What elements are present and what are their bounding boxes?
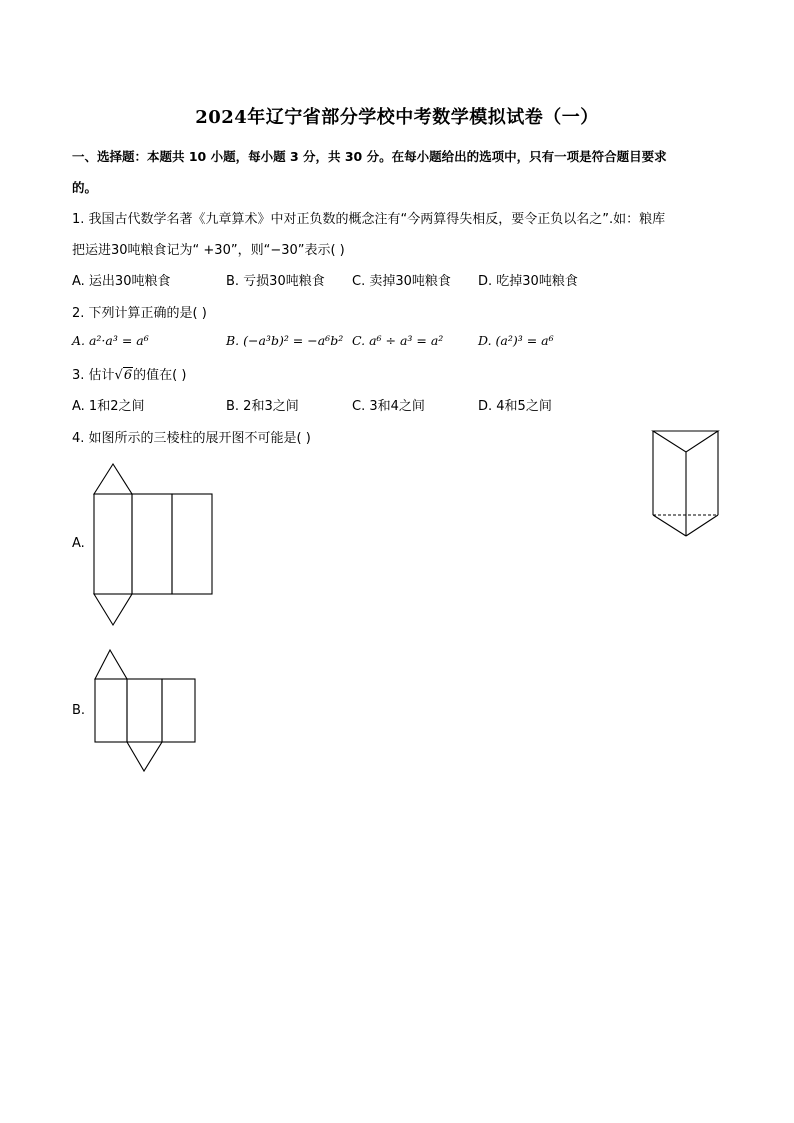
q3-stem-prefix: 3. 估计	[72, 368, 115, 383]
q1-option-d[interactable]: D. 吃掉30吨粮食	[478, 274, 578, 289]
q2-option-b[interactable]: B. (−a³b)² = −a⁶b²	[226, 333, 344, 348]
q3-option-d[interactable]: D. 4和5之间	[478, 399, 552, 414]
q4-option-b-net[interactable]	[92, 648, 200, 774]
q3-stem-suffix: 的值在( )	[133, 368, 187, 383]
q4-stem: 4. 如图所示的三棱柱的展开图不可能是( )	[72, 431, 311, 446]
q2-option-d[interactable]: D. (a²)³ = a⁶	[478, 333, 554, 348]
section-heading-line2: 的。	[72, 180, 98, 195]
q4-option-a-label[interactable]: A.	[72, 536, 85, 551]
q3-option-b[interactable]: B. 2和3之间	[226, 399, 299, 414]
q3-option-c[interactable]: C. 3和4之间	[352, 399, 425, 414]
q1-option-c[interactable]: C. 卖掉30吨粮食	[352, 274, 451, 289]
q2-option-a[interactable]: A. a²·a³ = a⁶	[72, 333, 149, 348]
q1-option-b[interactable]: B. 亏损30吨粮食	[226, 274, 325, 289]
section-heading-line1: 一、选择题：本题共 10 小题，每小题 3 分，共 30 分。在每小题给出的选项中，只有一项是符合题目要求	[72, 149, 667, 164]
q1-option-a[interactable]: A. 运出30吨粮食	[72, 274, 171, 289]
page-title: 2024年辽宁省部分学校中考数学模拟试卷（一）	[195, 107, 599, 128]
q3-option-a[interactable]: A. 1和2之间	[72, 399, 145, 414]
sqrt-symbol: √	[114, 368, 123, 383]
q4-option-b-label[interactable]: B.	[72, 703, 86, 718]
q4-option-a-net[interactable]	[92, 462, 216, 628]
q2-option-c[interactable]: C. a⁶ ÷ a³ = a²	[352, 333, 444, 348]
q3-radicand: 6	[123, 368, 133, 383]
q1-stem-line2: 把运进30吨粮食记为“ +30”，则“−30”表示( )	[72, 243, 345, 258]
q2-stem: 2. 下列计算正确的是( )	[72, 306, 207, 321]
q1-stem-line1: 1. 我国古代数学名著《九章算术》中对正负数的概念注有“今两算得失相反，要令正负以名之”.如：粮库	[72, 212, 666, 227]
triangular-prism-figure	[650, 428, 722, 540]
q3-stem	[72, 364, 186, 383]
